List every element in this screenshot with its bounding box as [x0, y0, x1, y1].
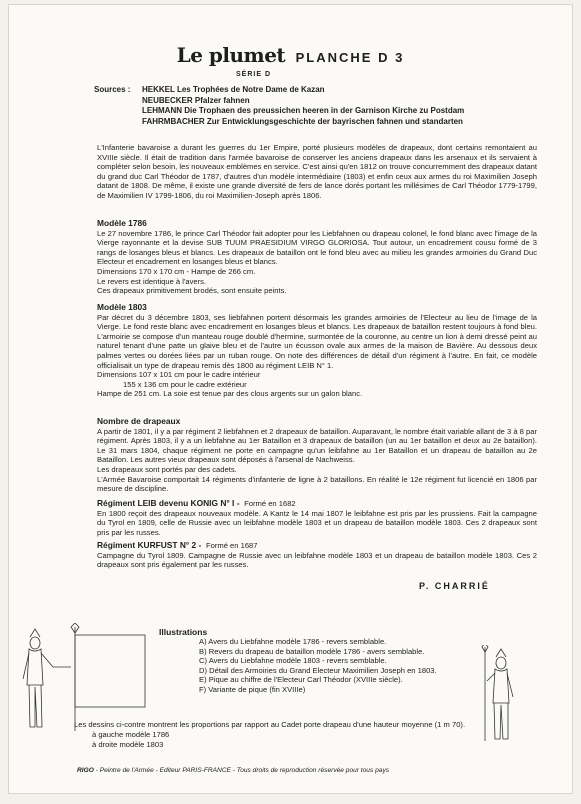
nombre-section — [97, 417, 537, 494]
regiment-kurfust-formed: Formé en 1687 — [205, 541, 258, 550]
caption-right: à droite modèle 1803 — [92, 740, 164, 749]
illustration-item: B) Revers du drapeau de bataillon modèle 1786 - avers semblable. — [199, 646, 425, 656]
model-1803-dims-outer: 155 x 136 cm pour le cadre extérieur — [123, 379, 247, 389]
sources-block — [94, 85, 464, 127]
cadet-flag-1803-figure — [461, 645, 571, 745]
illustration-item: F) Variante de pique (fin XVIIIe) — [199, 684, 306, 694]
source-item: LEHMANN Die Trophaen des preussichen heeren in der Garnison Kirche zu Postdam — [142, 106, 465, 115]
author-signature: P. CHARRIÉ — [419, 581, 490, 591]
model-1786-revers: Le revers est identique à l'avers. — [97, 276, 207, 286]
footer-rigo: RIGO — [77, 767, 94, 774]
publisher-footer — [77, 767, 389, 774]
serie-label: SÉRIE D — [236, 71, 272, 78]
model-1786-section — [97, 219, 537, 296]
model-1786-heading: Modèle 1786 — [97, 218, 147, 228]
model-1803-heading: Modèle 1803 — [97, 302, 147, 312]
source-item: FAHRMBACHER Zur Entwicklungsgeschichte der bayrischen fahnen und standarten — [142, 116, 463, 126]
regiment-leib-formed: Formé en 1682 — [244, 499, 296, 508]
footer-rights: - Peintre de l'Armée - Editeur PARIS-FRANCE - Tous droits de reproduction réservée pour tous pays — [93, 767, 390, 774]
nombre-cadets: Les drapeaux sont portés par des cadets. — [97, 464, 237, 474]
brand-title: Le plumet — [176, 43, 286, 67]
model-1803-section — [97, 303, 537, 399]
proportions-caption — [74, 720, 465, 750]
illustration-item: C) Avers du Liebfahne modèle 1803 - revers semblable. — [199, 656, 387, 666]
nombre-armee: L'Armée Bavaroise comportait 14 régiments d'infanterie de ligne à 2 bataillons. En réalité le 12e régiment fut licencié en 1806 par mesure de discipline. — [97, 474, 537, 494]
model-1786-dimensions: Dimensions 170 x 170 cm - Hampe de 266 cm. — [97, 266, 256, 276]
regiment-leib-section — [97, 499, 537, 537]
intro-paragraph: L'Infanterie bavaroise a durant les guerres du 1er Empire, porté plusieurs modèles de drapeaux, dont certains remontaient au XVIIIe siècle. Il était de tradition dans l'armée bavaroise de conserver les anciens drapeaux dans les arsenaux et ils servaient à compléter selon besoin, les nouveaux emblèmes en service. C'est ainsi qu'en 1812 on trouve concurremment des drapeaux datant du grand duc Carl Théodor de 1787, d'autres d'un modèle intermédiaire (1803) et enfin ceux aux armes du roi Maximilien Joseph datant de 1808. De même, il existe une grande diversité de fers de lance dorés portant les millésimes de Carl Théodor 1779-1799, de Maximilien IV 1799-1806, du roi Maximilien-Joseph après 1806. — [97, 143, 537, 200]
illustration-item: E) Pique au chiffre de l'Electeur Carl Théodor (XVIIIe siècle). — [199, 675, 403, 685]
regiment-kurfust-section — [97, 541, 537, 570]
sources-label: Sources : — [94, 85, 131, 94]
model-1786-brodes: Ces drapeaux primitivement brodés, sont ensuite peints. — [97, 286, 287, 296]
model-1803-dims-inner: Dimensions 107 x 101 cm pour le cadre intérieur — [97, 370, 261, 380]
planche-label: PLANCHE D 3 — [295, 50, 405, 65]
regiment-leib-title: Régiment LEIB devenu KONIG N° I - — [97, 498, 240, 508]
regiment-kurfust-heading — [97, 541, 537, 551]
regiment-kurfust-title: Régiment KURFUST N° 2 - — [97, 540, 202, 550]
caption-left: à gauche modèle 1786 — [92, 730, 170, 739]
nombre-heading: Nombre de drapeaux — [97, 416, 181, 426]
title-block — [9, 43, 572, 67]
model-1786-text: Le 27 novembre 1786, le prince Carl Théodor fait adopter pour les Liebfahnen ou drapeau colonel, le fond blanc avec l'image de la Vierge rayonnante et la devise SUB TUUM PRAESIDIUM VIRGO GLORIOSA. Tout autour, un encadrement cousu formé de 3 rangs de losanges bleus et blancs. Les drapeaux de bataillon ont le fond bleu avec au milieu les grandes armoiries du Grand Duc Electeur et encadrement en losanges bleus et blancs. — [97, 228, 537, 267]
model-1803-hampe: Hampe de 251 cm. La soie est tenue par des clous argents sur un galon blanc. — [97, 389, 363, 399]
caption-main: Les dessins ci-contre montrent les proportions par rapport au Cadet porte drapeau d'une hauteur moyenne (1 m 70). — [74, 720, 466, 729]
illustrations-list — [199, 637, 437, 695]
model-1803-text: Par décret du 3 décembre 1803, ses liebfahnen portent désormais les grandes armoiries de l'Electeur au lieu de l'image de la Vierge. Le fond reste blanc avec encadrement en losanges bleus et blancs. Les drapeaux de bataillon restent toujours à fond bleu. L'armoirie se compose d'un manteau rouge doublé d'hermine, surmontée de la couronne, au centre un lion à demi dressé peint au naturel tenant d'une patte un glaive bleu et de l'autre un écusson ovale aux armes de la maison de Bavière. Au dessous deux palmes vertes ou dorées liées par un ruban rouge. On note des différences de détail d'un régiment à l'autre. En fait, ce modèle officialisait un type de drapeau remis dès 1800 au régiment LEIB N° 1. — [97, 312, 537, 370]
source-item: HEKKEL Les Trophées de Notre Dame de Kazan — [142, 85, 325, 94]
source-item: NEUBECKER Pfalzer fahnen — [142, 95, 250, 105]
intro-section — [97, 143, 537, 201]
illustrations-heading: Illustrations — [159, 627, 208, 637]
nombre-text: A partir de 1801, il y a par régiment 2 liebfahnen et 2 drapeaux de bataillon. Auparavant, le nombre était variable allant de 3 à 8 par régiment. Après 1803, il y a un liebfahne au 1er Bataillon et 3 drapeaux de bataillon (un au 1er bataillon et deux au 2e bataillon). Le 31 mars 1804, chaque régiment ne porte en campagne qu'un leibfahne au 1er Bataillon et un drapeau de bataillon au 2e Bataillon. Les autres vieux drapeaux sont déposés à l'arsenal de Nachweiss. — [97, 426, 537, 465]
regiment-leib-heading — [97, 499, 537, 509]
illustration-item: D) Détail des Armoiries du Grand Electeur Maximilien Joseph en 1803. — [199, 665, 437, 675]
document-page — [8, 4, 573, 794]
regiment-kurfust-text: Campagne du Tyrol 1809. Campagne de Russie avec un leibfahne modèle 1803 et un drapeau de bataillon modèle 1803. Ces 2 drapeaux sont pris également par les russes. — [97, 550, 537, 570]
cadet-flag-1786-figure — [13, 623, 153, 733]
regiment-leib-text: En 1800 reçoit des drapeaux nouveaux modèle. A Kantz le 14 mai 1807 le leibfahne est pris par les prussiens. Fait la campagne du Tyrol en 1809, celle de Russie avec un leibfahne modèle 1803 et un drapeau de bataillon modèle 1803. Ces 2 drapeaux sont pris par les russes. — [97, 508, 537, 537]
illustration-item: A) Avers du Liebfahne modèle 1786 - revers semblable. — [199, 637, 387, 646]
